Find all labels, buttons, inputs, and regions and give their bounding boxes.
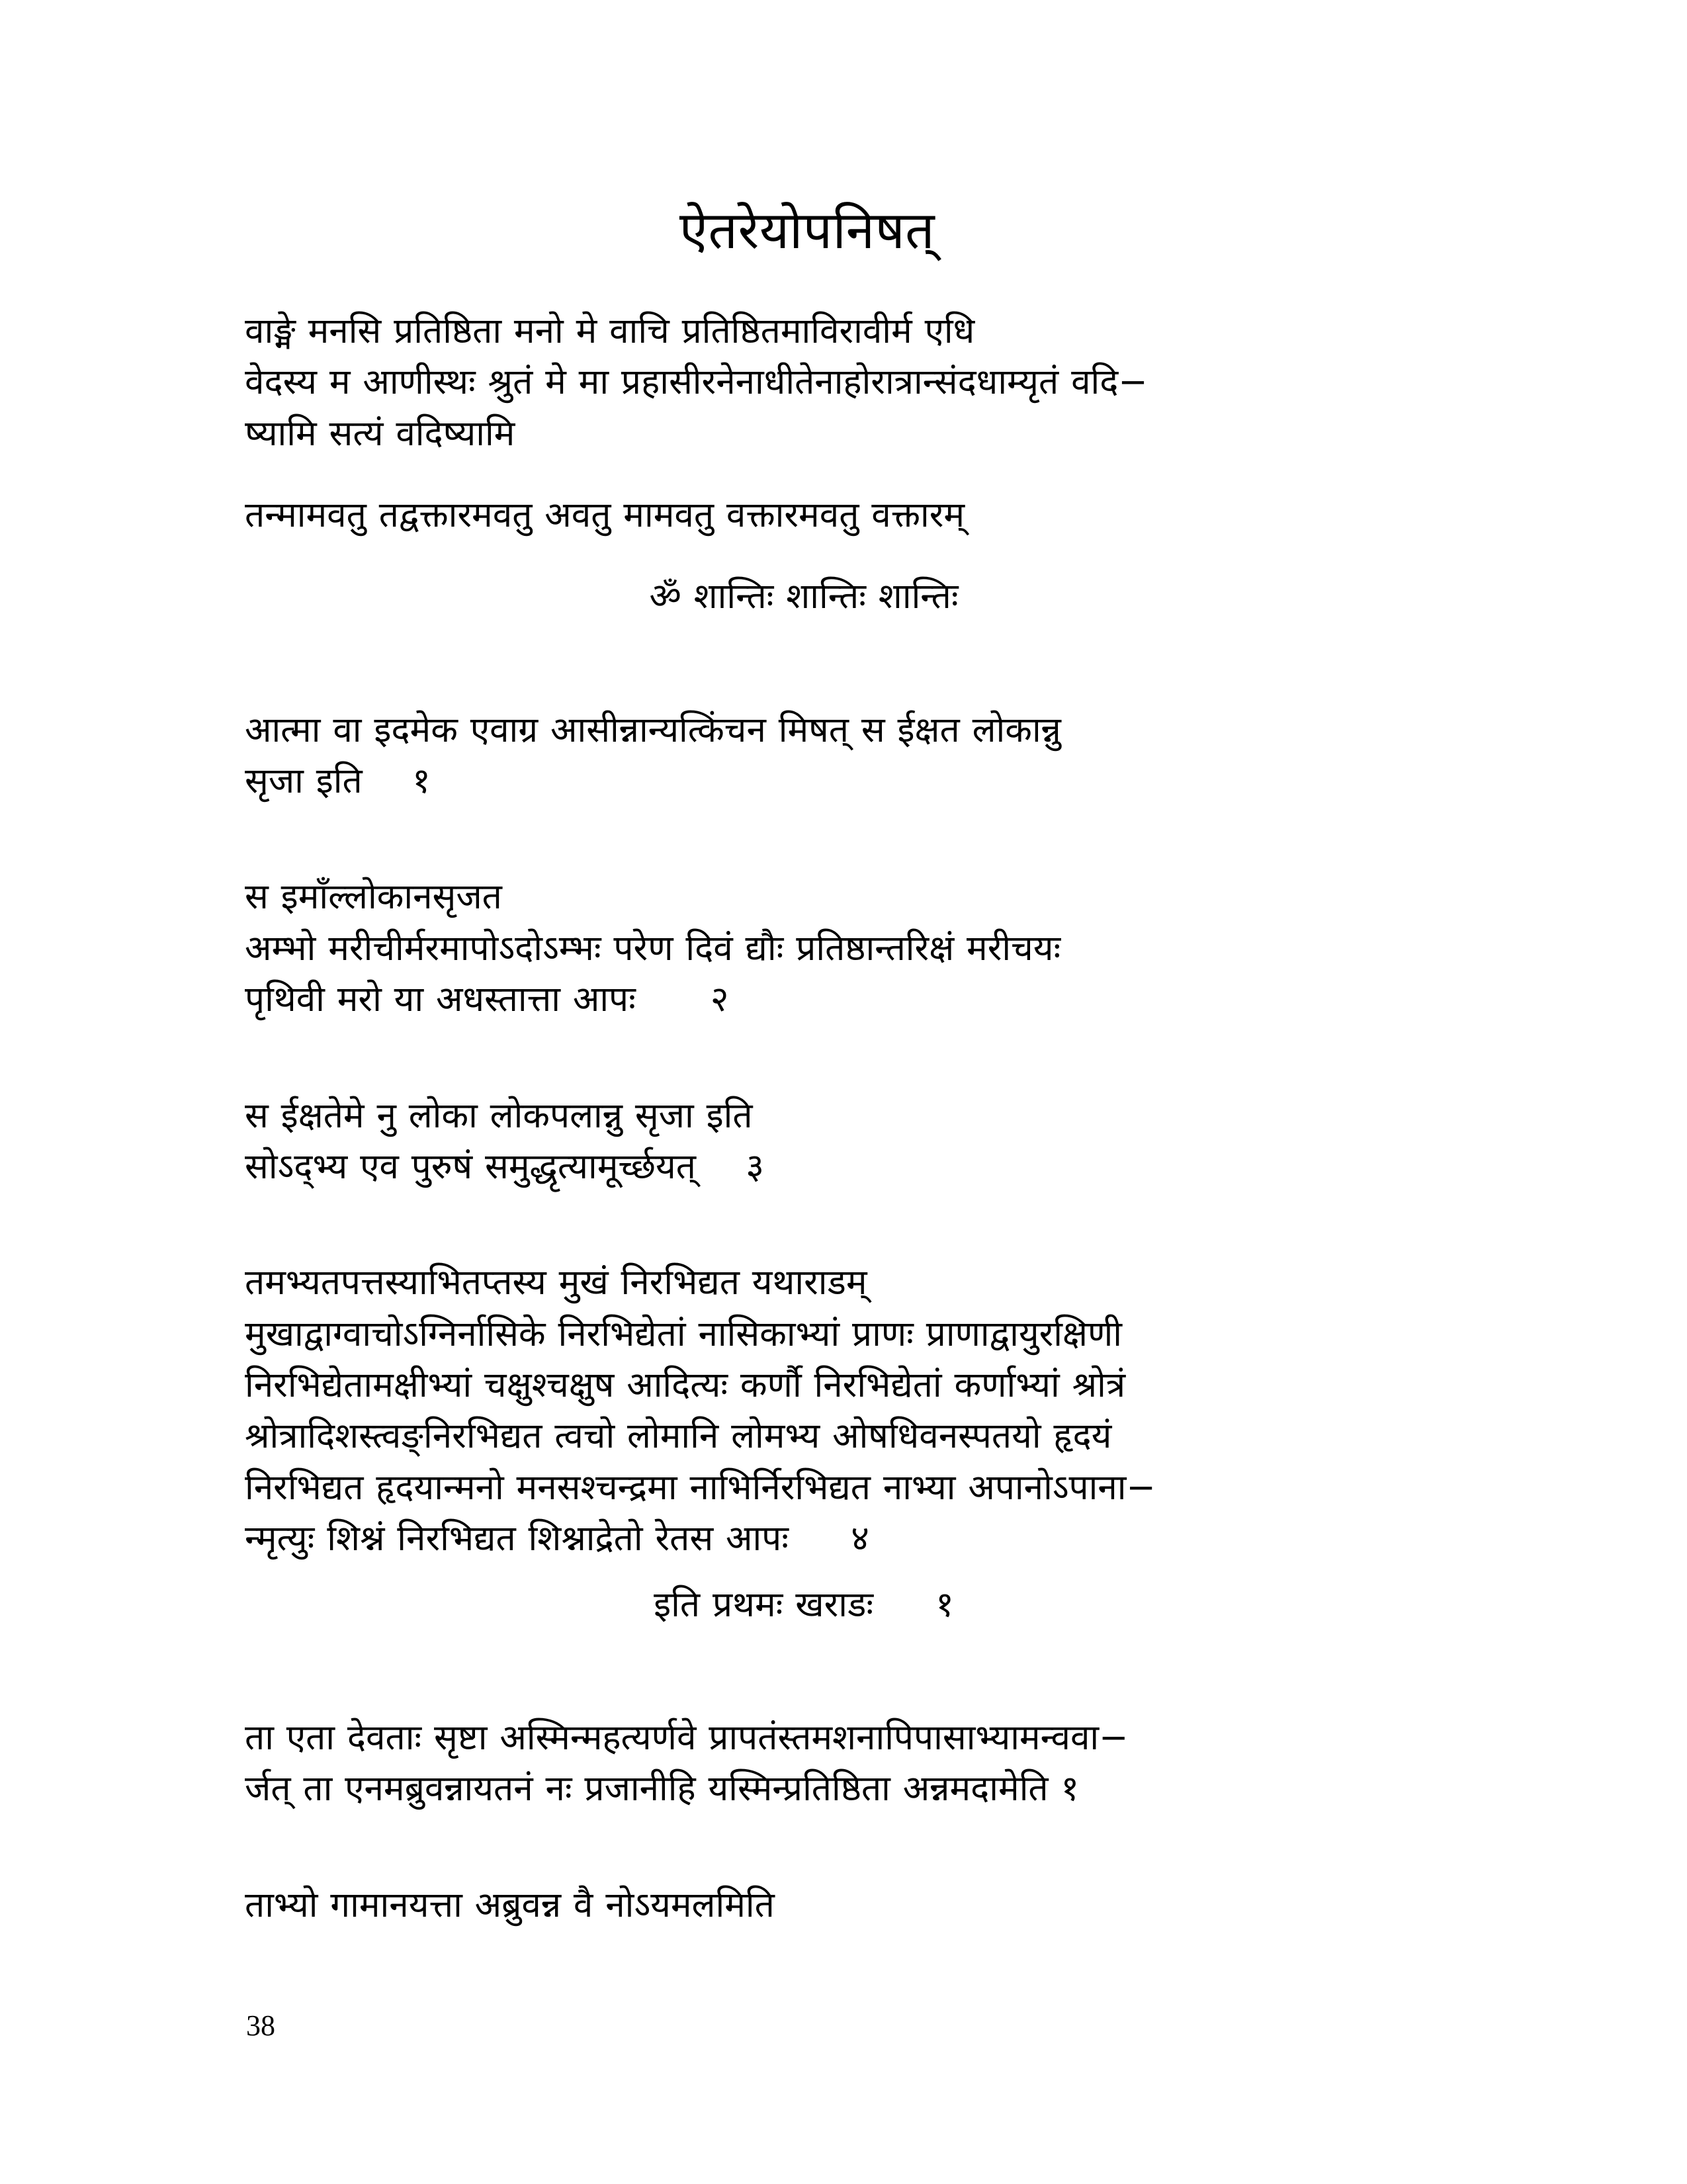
- benediction-line: तन्मामवतु तद्वक्तारमवतु अवतु मामवतु वक्तारमवतु वक्तारम्: [245, 494, 965, 535]
- spacer: [245, 653, 1442, 705]
- colophon-block: [245, 1579, 1442, 1630]
- verse-4-block: [245, 1257, 1442, 1564]
- invocation-block: [245, 306, 1442, 459]
- spacer: [245, 1056, 1442, 1090]
- verse-1-line-2: सृजा इति १: [245, 761, 431, 802]
- verse-2-line-2: अम्भो मरीचीर्मरमापोऽदोऽम्भः परेण दिवं द्यौः प्रतिष्ठान्तरिक्षं मरीचयः: [245, 928, 1061, 969]
- shanti-block: [245, 571, 1442, 622]
- chapter-two-verse-2-block: [245, 1880, 1442, 1931]
- shanti-line: ॐ शान्तिः शान्तिः शान्तिः: [649, 576, 959, 617]
- page-number: 38: [246, 2009, 275, 2042]
- ch2-verse-1-line-1: ता एता देवताः सृष्टा अस्मिन्महत्यर्णवे प्रापतंस्तमशनापिपासाभ्यामन्ववा−: [245, 1717, 1129, 1758]
- spacer: [245, 1661, 1442, 1712]
- page-content: [245, 198, 1442, 1961]
- verse-4-line-2: मुखाद्वाग्वाचोऽग्निर्नासिके निरभिद्येतां नासिकाभ्यां प्राणः प्राणाद्वायुरक्षिणी: [245, 1313, 1123, 1354]
- chapter-two-verse-1-block: [245, 1712, 1442, 1815]
- verse-4-line-4: श्रोत्रादिशस्त्वङ्निरभिद्यत त्वचो लोमानि लोमभ्य ओषधिवनस्पतयो हृदयं: [245, 1416, 1112, 1457]
- verse-3-line-1: स ईक्षतेमे नु लोका लोकपलान्नु सृजा इति: [245, 1095, 753, 1136]
- spacer: [245, 837, 1442, 871]
- verse-4-line-6: न्मृत्युः शिश्नं निरभिद्यत शिश्नाद्रेतो रेतस आपः ४: [245, 1518, 869, 1559]
- benediction-block: [245, 490, 1442, 541]
- invocation-line-1: वाङ्मे मनसि प्रतिष्ठिता मनो मे वाचि प्रतिष्ठितमाविरावीर्म एधि: [245, 310, 975, 351]
- ch2-verse-1-line-2: र्जत् ता एनमब्रुवन्नायतनं नः प्रजानीहि यस्मिन्प्रतिष्ठिता अन्नमदामेति १: [245, 1769, 1080, 1810]
- verse-2-line-1: स इमाँल्लोकानसृजत: [245, 877, 502, 918]
- spacer: [245, 1565, 1442, 1579]
- invocation-line-3: ष्यामि सत्यं वदिष्यामि: [245, 413, 515, 454]
- verse-4-line-1: तमभ्यतपत्तस्याभितप्तस्य मुखं निरभिद्यत यथाराडम्: [245, 1262, 867, 1303]
- verse-2-block: [245, 871, 1442, 1025]
- verse-1-line-1: आत्मा वा इदमेक एवाग्र आसीन्नान्यत्किंचन मिषत् स ईक्षत लोकान्नु: [245, 709, 1061, 750]
- ch2-verse-2-line-1: ताभ्यो गामानयत्ता अब्रुवन्न वै नोऽयमलमिति: [245, 1884, 775, 1925]
- verse-3-block: [245, 1090, 1442, 1193]
- verse-2-line-3: पृथिवी मरो या अधस्तात्ता आपः २: [245, 979, 729, 1020]
- verse-1-block: [245, 705, 1442, 807]
- invocation-line-2: वेदस्य म आणीस्थः श्रुतं मे मा प्रहासीरनेनाधीतेनाहोरात्रान्संदधाम्यृतं वदि−: [245, 362, 1148, 403]
- spacer: [245, 1845, 1442, 1880]
- verse-3-line-2: सोऽद्भ्य एव पुरुषं समुद्धृत्यामूर्च्छयत् ३: [245, 1146, 764, 1187]
- colophon-line: इति प्रथमः खराडः १: [654, 1584, 954, 1625]
- verse-4-line-3: निरभिद्येतामक्षीभ्यां चक्षुश्चक्षुष आदित्यः कर्णौ निरभिद्येतां कर्णाभ्यां श्रोत्रं: [245, 1365, 1126, 1406]
- spacer: [245, 1223, 1442, 1257]
- page-title: ऐतरेयोपनिषत्: [679, 201, 935, 261]
- verse-4-line-5: निरभिद्यत हृदयान्मनो मनसश्चन्द्रमा नाभिर्निरभिद्यत नाभ्या अपानोऽपाना−: [245, 1467, 1156, 1508]
